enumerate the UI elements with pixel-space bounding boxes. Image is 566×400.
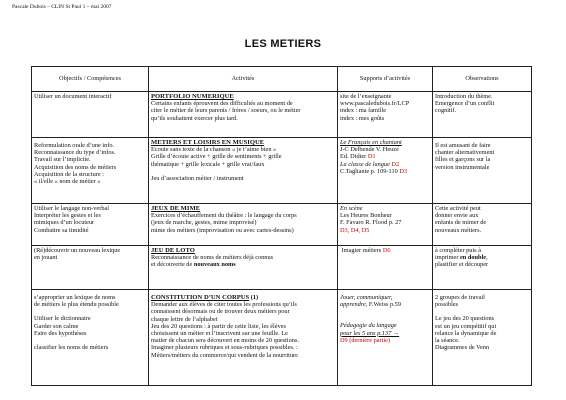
observation-line: imprimer en double,: [435, 254, 488, 262]
objective-line: Utiliser le langage non-verbal: [34, 205, 110, 212]
activity-line: Jeu d’association métier / instrument: [151, 174, 244, 182]
objective-line: s’approprier un lexique de noms: [34, 294, 116, 301]
activity-line: matier de chacun sera découvert en moins de 20 questions.: [151, 337, 299, 345]
support-cell: [338, 246, 433, 290]
observation-line: Introduction du thème.: [435, 93, 493, 100]
objective-line: Utiliser un document interactif: [34, 93, 112, 100]
activity-line: (jeux de marche, gestes, mime improvisé): [151, 219, 257, 227]
activity-line: et découverte de nouveaux noms: [151, 261, 236, 269]
activity-line: citer le métier de leurs parents / frères / soeurs, ou le métier: [151, 107, 301, 115]
support-line: Jouer, communiquer,: [340, 294, 393, 301]
observation-line: Diagrammes de Venn: [435, 344, 490, 352]
observation-line: relance la dynamique de: [435, 329, 497, 337]
objective-line: de métiers le plus étendu possible: [34, 301, 119, 309]
support-line: Les Heures Bonheur: [340, 212, 392, 220]
activity-line: Certains enfants éprouvent des difficultés au moment de: [151, 100, 293, 108]
support-line: La classe de langue D2: [340, 160, 400, 168]
support-line: Pédagogie du langage: [340, 322, 397, 330]
observation-line: à compléter puis à: [435, 247, 481, 254]
activity-line: Demander aux élèves de citer toutes les professions qu’ils: [151, 301, 297, 309]
activity-line: Grille d’écoute active + grille de sentiments + grille: [151, 153, 282, 161]
support-title: Le Français en chantant: [340, 139, 402, 146]
activity-line: Reconnaissance de noms de métiers déjà connus: [151, 254, 274, 262]
activity-line: Jeu des 20 questions : à partir de cette liste, les élèves: [151, 322, 286, 330]
activity-title-line: CONSTITUTION D’UN CORPUS (1): [151, 294, 259, 301]
objective-line: Reconnaissance du type d’infos.: [34, 149, 116, 157]
observation-line: Il est amusant de faire: [435, 142, 491, 149]
objectives-cell: [32, 204, 149, 246]
observation-line: la séance.: [435, 337, 460, 345]
activity-line: Imaginer plusieurs rubriques et sous-rubriques possibles. :: [151, 344, 298, 352]
observation-cell: [433, 290, 532, 386]
observation-line: chanter alternativement: [435, 149, 495, 157]
observation-line: Le jeu des 20 questions: [435, 315, 495, 323]
observation-line: 2 groupes de travail: [435, 294, 485, 301]
activity-line: connaissent désormais ou de trouver deux métiers pour: [151, 308, 290, 316]
page-header: Pascale Dubois – CLIN St Paul 1 – mai 2007: [12, 4, 112, 10]
observation-cell: [433, 138, 532, 204]
support-line: index : mes goûts: [340, 114, 385, 122]
activity-line: mime des métiers (improvisation ou avec cartes-dessins): [151, 226, 294, 234]
observation-line: possibles: [435, 301, 459, 309]
activity-title: JEU DE LOTO: [151, 247, 195, 254]
column-header-supports: Supports d’activités: [338, 67, 433, 92]
table-row: [32, 246, 532, 290]
support-line: site de l’enseignante: [340, 93, 392, 100]
objective-line: mimiques d’un locuteur: [34, 219, 95, 227]
column-header-objectives: Objectifs / Compétences: [32, 67, 149, 92]
activity-cell: [149, 290, 338, 386]
activity-line: Exercices d’échauffement du théâtre : le langage du corps: [151, 212, 297, 220]
objectives-cell: [32, 246, 149, 290]
observation-line: filles et garçons sur la: [435, 156, 491, 164]
objective-line: Combattre sa timidité: [34, 226, 89, 234]
support-line: D9 (dernière partie): [340, 336, 390, 344]
objective-line: Utiliser le dictionnaire: [34, 315, 91, 323]
column-header-activities: Activités: [149, 67, 338, 92]
activity-title: PORTFOLIO NUMERIQUE: [151, 93, 234, 100]
support-title: En scène: [340, 205, 363, 212]
objectives-cell: [32, 138, 149, 204]
activities-table: [31, 66, 532, 386]
table-row: [32, 92, 532, 138]
activity-line: choisissent un métier et l’inscrivent sur une feuille. Le: [151, 330, 288, 338]
observation-line: version instrumentale: [435, 163, 490, 171]
observation-line: cognitif.: [435, 107, 457, 115]
activity-cell: [149, 138, 338, 204]
observation-line: enfants de mimer de: [435, 219, 487, 227]
support-line: D3, D4, D5: [340, 226, 370, 234]
objective-line: Interpréter les gestes et les: [34, 212, 101, 220]
table-row: [32, 290, 532, 386]
table-row: [32, 138, 532, 204]
support-cell: [338, 290, 433, 386]
objective-line: Reformulation orale d’une info.: [34, 142, 115, 149]
activity-title: METIERS ET LOISIRS EN MUSIQUE: [151, 139, 265, 146]
observation-cell: [433, 92, 532, 138]
support-cell: [338, 138, 433, 204]
support-line: C.Tagliante p. 109-110 D3: [340, 167, 408, 175]
observation-line: plastifier et découper: [435, 261, 489, 269]
support-cell: [338, 92, 433, 138]
objective-line: classifier les noms de métiers: [34, 344, 109, 352]
objectives-cell: [32, 92, 149, 138]
objective-line: Acquisition de la structure :: [34, 170, 104, 178]
support-line: apprendre, F.Weiss p.59: [340, 301, 401, 309]
activity-cell: [149, 204, 338, 246]
objective-line: Acquisition des noms de métiers: [34, 163, 117, 171]
observation-line: nouveaux métiers.: [435, 226, 482, 234]
objective-line: « il/elle « nom de métier »: [34, 178, 101, 186]
support-line: Ed. Didier D1: [340, 153, 376, 161]
activity-line: chaque lettre de l’alphabet: [151, 315, 218, 323]
observation-line: Cette activité peut: [435, 205, 481, 212]
page-title: LES METIERS: [244, 38, 322, 50]
support-line: F. Favaro R. Flood p. 27: [340, 219, 402, 227]
activity-cell: [149, 246, 338, 290]
objectives-cell: [32, 290, 149, 386]
support-link[interactable]: www.pascaledubois.fr/LCP: [340, 100, 410, 108]
observation-line: donner envie aux: [435, 212, 479, 220]
activity-title: JEUX DE MIME: [151, 205, 201, 212]
support-line: Imagier métiers D6: [340, 247, 391, 254]
observation-cell: [433, 204, 532, 246]
table-header-row: [32, 67, 532, 92]
column-header-observations: Observations: [433, 67, 532, 92]
observation-line: est un jeu compétitif qui: [435, 322, 497, 330]
support-line: pour les 5 ans p.137 →: [340, 329, 400, 337]
activity-line: thématique + grille lexicale + grille vrai/faux: [151, 160, 265, 168]
activity-line: Ecoute sans texte de la chanson « je t’aime bien »: [151, 146, 277, 154]
observation-line: Emergence d’un conflit: [435, 100, 495, 108]
support-line: index : ma famille: [340, 107, 386, 115]
objective-line: (Ré)découvrir un nouveau lexique: [34, 247, 121, 254]
observation-cell: [433, 246, 532, 290]
support-cell: [338, 204, 433, 246]
activity-line: qu’ils souhaitent exercer plus tard.: [151, 114, 238, 122]
activity-cell: [149, 92, 338, 138]
support-line: J-C Delbende V. Heuzé: [340, 146, 399, 154]
objective-line: Garder son calme: [34, 322, 79, 330]
objective-line: en jouant: [34, 254, 58, 262]
objective-line: Faire des hypothèses: [34, 329, 87, 337]
objective-line: Travail sur l’implicite.: [34, 156, 91, 164]
table-row: [32, 204, 532, 246]
activity-line: Métiers/métiers du commerce/qui vendent de la nourriture: [151, 351, 298, 359]
